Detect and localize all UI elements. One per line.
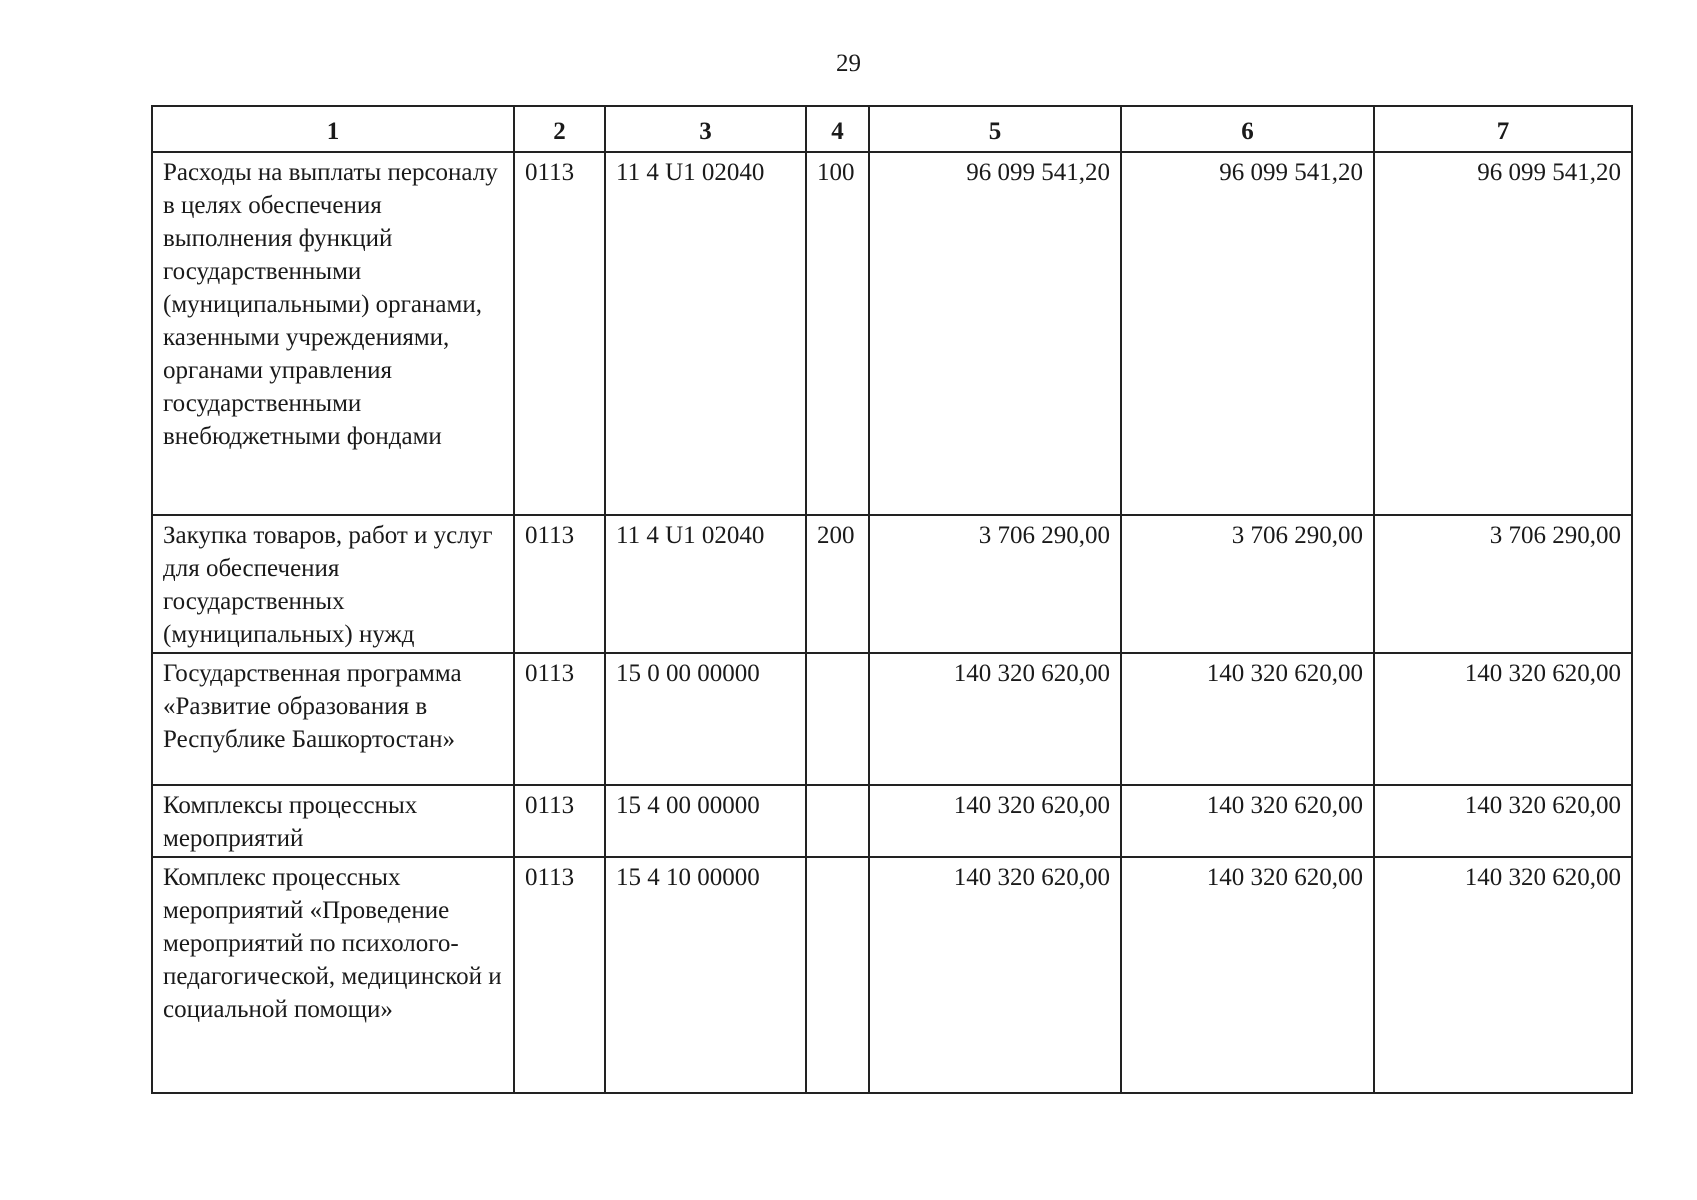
row-expense-type: 100 xyxy=(806,152,869,515)
row-expense-type: 200 xyxy=(806,515,869,653)
table-row xyxy=(152,653,1632,785)
row-target-code: 15 4 00 00000 xyxy=(605,785,806,857)
table-row xyxy=(152,785,1632,857)
row-section-code: 0113 xyxy=(514,515,605,653)
row-target-code: 15 0 00 00000 xyxy=(605,653,806,785)
row-expense-type xyxy=(806,785,869,857)
header-col-5: 5 xyxy=(869,106,1121,152)
row-name: Закупка товаров, работ и услуг для обеспечения государственных (муниципальных) нужд xyxy=(152,515,514,653)
header-col-7: 7 xyxy=(1374,106,1632,152)
row-section-code: 0113 xyxy=(514,857,605,1093)
row-section-code: 0113 xyxy=(514,152,605,515)
header-col-3: 3 xyxy=(605,106,806,152)
row-section-code: 0113 xyxy=(514,653,605,785)
row-target-code: 11 4 U1 02040 xyxy=(605,152,806,515)
page-number: 29 xyxy=(836,50,861,77)
row-amount-col-5: 140 320 620,00 xyxy=(869,653,1121,785)
row-amount-col-5: 3 706 290,00 xyxy=(869,515,1121,653)
row-amount-col-6: 96 099 541,20 xyxy=(1121,152,1374,515)
row-amount-col-6: 140 320 620,00 xyxy=(1121,785,1374,857)
row-amount-col-5: 140 320 620,00 xyxy=(869,857,1121,1093)
row-amount-col-6: 140 320 620,00 xyxy=(1121,857,1374,1093)
header-col-2: 2 xyxy=(514,106,605,152)
row-expense-type xyxy=(806,653,869,785)
row-section-code: 0113 xyxy=(514,785,605,857)
header-col-4: 4 xyxy=(806,106,869,152)
row-name: Государственная программа «Развитие образования в Республике Башкортостан» xyxy=(152,653,514,785)
row-expense-type xyxy=(806,857,869,1093)
row-amount-col-7: 140 320 620,00 xyxy=(1374,653,1632,785)
header-col-1: 1 xyxy=(152,106,514,152)
row-amount-col-6: 3 706 290,00 xyxy=(1121,515,1374,653)
row-amount-col-5: 96 099 541,20 xyxy=(869,152,1121,515)
header-row xyxy=(152,106,1632,152)
header-col-6: 6 xyxy=(1121,106,1374,152)
row-amount-col-6: 140 320 620,00 xyxy=(1121,653,1374,785)
row-target-code: 11 4 U1 02040 xyxy=(605,515,806,653)
row-amount-col-7: 140 320 620,00 xyxy=(1374,857,1632,1093)
row-name: Расходы на выплаты персоналу в целях обеспечения выполнения функций государственными (муниципальными) органами, казенными учреждениями, органами управления государственными внебюджетными фондами xyxy=(152,152,514,515)
row-amount-col-7: 140 320 620,00 xyxy=(1374,785,1632,857)
row-amount-col-7: 96 099 541,20 xyxy=(1374,152,1632,515)
table-row xyxy=(152,857,1632,1093)
row-amount-col-7: 3 706 290,00 xyxy=(1374,515,1632,653)
row-target-code: 15 4 10 00000 xyxy=(605,857,806,1093)
row-amount-col-5: 140 320 620,00 xyxy=(869,785,1121,857)
row-name: Комплекс процессных мероприятий «Проведение мероприятий по психолого-педагогической, медицинской и социальной помощи» xyxy=(152,857,514,1093)
table-row xyxy=(152,515,1632,653)
row-name: Комплексы процессных мероприятий xyxy=(152,785,514,857)
table-row xyxy=(152,152,1632,515)
budget-table xyxy=(151,105,1633,1094)
